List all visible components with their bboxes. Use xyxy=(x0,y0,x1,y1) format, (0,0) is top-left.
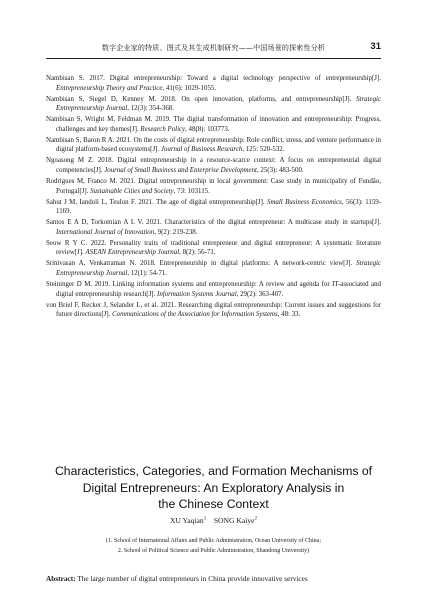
running-header xyxy=(46,42,381,59)
affiliation-line: (1. School of International Affairs and Public Administration, Ocean University of China; xyxy=(105,538,321,544)
affiliation-line: 2. School of Political Science and Public Administration, Shandong University) xyxy=(117,547,310,554)
reference-item: Nambisan S, Baron R A. 2021. On the costs of digital entrepreneurship: Role conflict, stress, and venture performance in digital platform-based ecosystems[J]. Journal of Business Research, 125: 520-532. xyxy=(46,136,381,154)
author-name: SONG Kaiye xyxy=(213,516,255,525)
page-number: 31 xyxy=(370,41,381,52)
reference-item: Rodrigues M, Franco M. 2021. Digital entrepreneurship in local government: Case study in municipality of Fundão, Portugal[J]. Sustainable Cities and Society, 73: 103115. xyxy=(46,177,381,195)
reference-item: Sahut J M, Iandoli L, Teulon F. 2021. The age of digital entrepreneurship[J]. Small Business Economics, 56(3): 1159-1169. xyxy=(46,198,382,216)
abstract xyxy=(46,574,381,584)
article-title-line: Characteristics, Categories, and Formation Mechanisms of xyxy=(55,464,372,478)
reference-item: von Briel F, Recker J, Selander L, et al. 2021. Researching digital entrepreneurship: Current issues and suggestions for future directions[J]. Communications of the Association for Information Systems, 48: 33. xyxy=(46,301,381,319)
reference-list xyxy=(46,74,381,321)
reference-item: Steininger D M. 2019. Linking information systems and entrepreneurship: A review and agenda for IT-associated and digital entrepreneurship research[J]. Information Systems Journal, 29(2): 363-407. xyxy=(46,280,381,298)
affiliations xyxy=(46,537,381,556)
article-title xyxy=(46,463,381,513)
author-affiliation-mark: 2 xyxy=(254,516,258,522)
reference-item: Seow R Y C. 2022. Personality traits of traditional entrepreneur and digital entrepreneur: A systematic literature review[J]. ASEAN Entrepreneurship Journal, 8(2): 56-71. xyxy=(46,239,381,257)
reference-item: Nambisan S, Wright M, Feldman M. 2019. The digital transformation of innovation and entrepreneurship: Progress, challenges and key themes[J]. Research Policy, 48(8): 103773. xyxy=(46,116,381,133)
article-title-line: Digital Entrepreneurs: An Exploratory Analysis in xyxy=(82,480,345,495)
author-affiliation-mark: 1 xyxy=(203,516,207,522)
reference-item: Santos E A D, Torkomian A L V. 2021. Characteristics of the digital entrepreneur: A multicase study in startups[J]. International Journal of Innovation, 9(2): 219-238. xyxy=(46,219,381,236)
abstract-text: The large number of digital entrepreneurs in China provide innovative services xyxy=(75,574,308,583)
reference-item: Ngoasong M Z. 2018. Digital entrepreneurship in a resource-scarce context: A focus on entrepreneurial digital competencies[J]. Journal of Small Business and Enterprise Development, 25(3): 483-500. xyxy=(46,157,381,175)
reference-item: Srinivasan A, Venkatraman N. 2018. Entrepreneurship in digital platforms: A network-centric view[J]. Strategic Entrepreneurship Journal, 12(1): 54-71. xyxy=(46,260,381,278)
author-line xyxy=(46,516,381,525)
author-name: XU Yaqian xyxy=(169,516,204,525)
reference-item: Nambisan S. 2017. Digital entrepreneurship: Toward a digital technology perspective of entrepreneurship[J]. Entrepreneurship Theory and Practice, 41(6): 1029-1055. xyxy=(46,75,381,92)
abstract-label: Abstract: xyxy=(46,574,76,583)
running-header-title: 数字企业家的特质、图式及其生成机制研究——中国场景的探索性分析 xyxy=(101,44,326,52)
reference-item: Nambisan S, Siegel D, Kenney M. 2018. On open innovation, platforms, and entrepreneurship[J]. Strategic Entrepreneurship Journal, 12(3): 354-368. xyxy=(46,95,381,113)
article-title-line: the Chinese Context xyxy=(158,497,269,511)
